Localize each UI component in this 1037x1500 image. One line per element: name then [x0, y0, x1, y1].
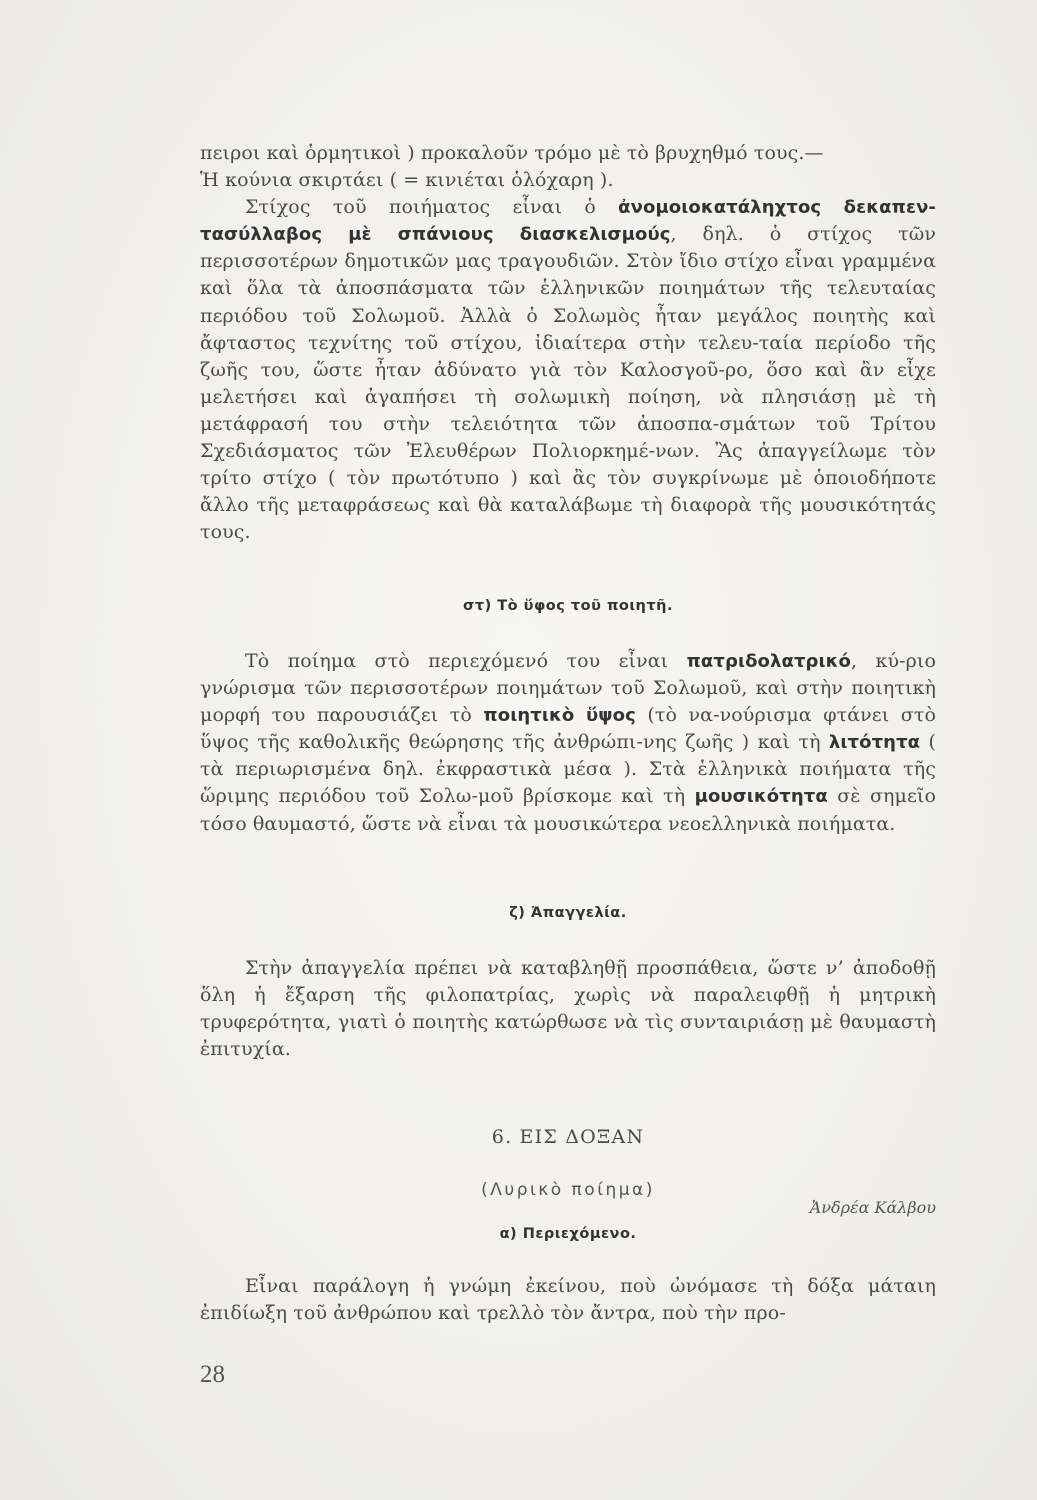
bold-term-poetic-height: ποιητικὸ ὕψος — [483, 705, 636, 727]
text-run: Τὸ ποίημα στὸ περιεχόμενό του εἶναι — [245, 650, 687, 672]
poem-author: Ἀνδρέα Κάλβου — [809, 1198, 936, 1217]
poem-subtitle: (Λυρικὸ ποίημα) — [481, 1180, 655, 1200]
paragraph-poet-style — [200, 648, 936, 838]
paragraph-verse-meter — [200, 140, 936, 546]
text-run: σὲ σημεῖο τόσο θαυμαστό, ὥστε νὰ εἶναι τὰ μουσικώτερα νεοελληνικὰ ποιήματα. — [200, 785, 936, 835]
bold-term-musicality: μουσικότητα — [694, 786, 828, 808]
section-heading-style: στ) Τὸ ὕφος τοῦ ποιητῆ. — [463, 598, 673, 614]
text-run: Στίχος τοῦ ποιήματος εἶναι ὁ — [245, 196, 619, 219]
poem-title: 6. ΕΙΣ ΔΟΞΑΝ — [491, 1126, 645, 1148]
text-run: (τὸ να-νούρισμα φτάνει στὸ ὕψος τῆς καθολικῆς θεώρησης τῆς ἀνθρώπι-νης ζωῆς ) καὶ τὴ — [200, 704, 936, 754]
text-run: ( τὰ περιωρισμένα δηλ. ἐκφραστικὰ μέσα ). Στὰ ἑλληνικὰ ποιήματα τῆς ὥριμης περιόδου τοῦ Σολω-μοῦ βρίσκομε καὶ τὴ — [200, 731, 936, 808]
page-number: 28 — [200, 1361, 225, 1388]
text-paragraph — [200, 194, 936, 546]
bold-term-simplicity: λιτότητα — [828, 732, 921, 754]
text-run: , κύ-ριο γνώρισμα τῶν περισσοτέρων ποιημάτων τοῦ Σολωμοῦ, καὶ στὴν ποιητικὴ μορφή του παρουσιάζει τὸ — [200, 650, 936, 727]
text-paragraph: Στὴν ἀπαγγελία πρέπει νὰ καταβληθῇ προσπάθεια, ὥστε ν’ ἀποδοθῇ ὅλη ἡ ἔξαρση τῆς φιλοπατρίας, χωρὶς νὰ παραλειφθῇ ἡ μητρικὴ τρυφερότητα, γιατὶ ὁ ποιητὴς κατώρθωσε νὰ τὶς συνταιριάσῃ μὲ θαυμαστὴ ἐπιτυχία. — [200, 957, 936, 1061]
text-paragraph: Εἶναι παράλογη ἡ γνώμη ἐκείνου, ποὺ ὠνόμασε τὴ δόξα μάταιη ἐπιδίωξη τοῦ ἀνθρώπου καὶ τρελλὸ τὸν ἄντρα, ποὺ τὴν προ- — [200, 1275, 936, 1325]
bold-term-meter: ἀνομοιοκατάληχτος δεκαπεν-τασύλλαβος μὲ σπάνιους διασκελισμούς — [200, 197, 936, 246]
text-paragraph — [200, 648, 936, 838]
section-heading-content: α) Περιεχόμενο. — [499, 1226, 637, 1242]
paragraph-content — [200, 1273, 936, 1327]
section-heading-recitation: ζ) Ἀπαγγελία. — [509, 905, 627, 921]
bold-term-patriotic: πατριδολατρικό — [686, 651, 851, 672]
text-line: Ἡ κούνια σκιρτάει ( = κινιέται ὁλόχαρη ). — [200, 169, 614, 192]
text-line: πειροι καὶ ὁρμητικοὶ ) προκαλοῦν τρόμο μὲ τὸ βρυχηθμό τους.— — [200, 142, 824, 164]
paragraph-recitation — [200, 955, 936, 1063]
text-run: , δηλ. ὁ στίχος τῶν περισσοτέρων δημοτικῶν μας τραγουδιῶν. Στὸν ἴδιο στίχο εἶναι γραμμένα καὶ ὅλα τὰ ἀποσπάσματα τῶν ἑλληνικῶν ποιημάτων τῆς τελευταίας περιόδου τοῦ Σολωμοῦ. Ἀλλὰ ὁ Σολωμὸς ἦταν μεγάλος ποιητὴς καὶ ἄφταστος τεχνίτης τοῦ στίχου, ἰδιαίτερα στὴν τελευ-ταία περίοδο τῆς ζωῆς του, ὥστε ἦταν ἀδύνατο γιὰ τὸν Καλοσγοῦ-ρο, ὅσο καὶ ἂν εἶχε μελετήσει καὶ ἀγαπήσει τὴ σολωμικὴ ποίηση, νὰ πλησιάσῃ μὲ τὴ μετάφρασή του στὴν τελειότητα τῶν ἀποσπα-σμάτων τοῦ Τρίτου Σχεδιάσματος τῶν Ἐλευθέρων Πολιορκημέ-νων. Ἂς ἀπαγγείλωμε τὸν τρίτο στίχο ( τὸν πρωτότυπο ) καὶ ἂς τὸν συγκρίνωμε μὲ ὁποιοδήποτε ἄλλο τῆς μεταφράσεως καὶ θὰ καταλάβωμε τὴ διαφορὰ τῆς μουσικότητάς τους. — [200, 223, 936, 544]
